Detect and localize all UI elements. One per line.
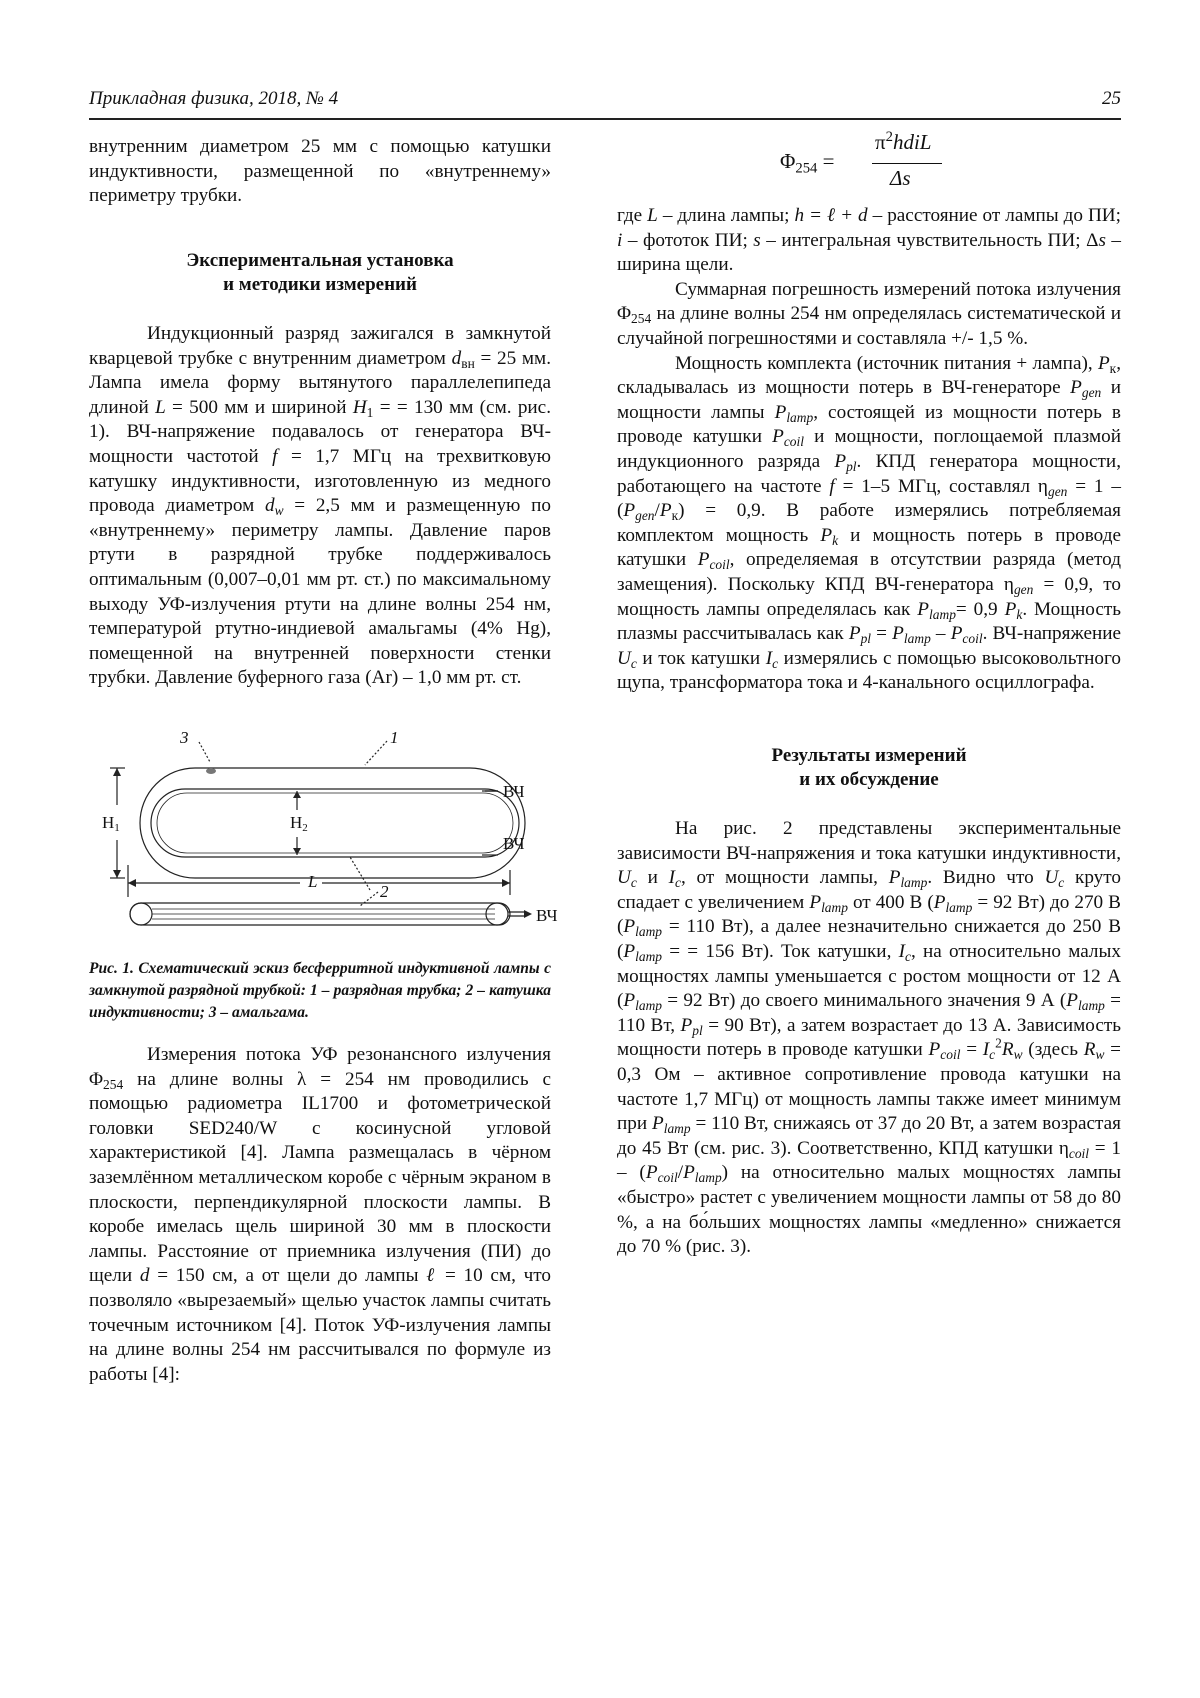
var-dw: d bbox=[264, 495, 275, 517]
subscript: 254 bbox=[103, 1076, 124, 1092]
text: = 150 см, а от щели до лампы bbox=[149, 1265, 427, 1287]
label-rf-3: ВЧ bbox=[536, 906, 558, 925]
formula-denominator: Δs bbox=[890, 166, 911, 190]
label-1: 1 bbox=[390, 728, 399, 747]
left-column-lower bbox=[89, 1043, 551, 1387]
amalgam-dot bbox=[206, 768, 216, 774]
text: Измерения потока УФ резонансного излучения Φ bbox=[89, 1044, 551, 1090]
var-l: ℓ bbox=[426, 1265, 438, 1287]
var-H: H bbox=[352, 396, 367, 418]
var-f: f bbox=[272, 445, 278, 467]
heading-line: Экспериментальная установка bbox=[186, 249, 454, 271]
subscript: вн bbox=[461, 355, 475, 371]
right-column bbox=[617, 204, 1121, 1260]
heading-line: и их обсуждение bbox=[799, 769, 939, 791]
subscript: w bbox=[274, 503, 284, 519]
paragraph-measurement bbox=[89, 1043, 551, 1387]
var-d: d bbox=[139, 1265, 150, 1287]
section-heading-setup bbox=[89, 249, 551, 298]
section-heading-results bbox=[617, 744, 1121, 793]
running-header bbox=[89, 84, 1121, 120]
coil-line bbox=[157, 793, 513, 853]
subscript: 1 bbox=[366, 404, 374, 420]
text: = 500 мм и шириной bbox=[165, 396, 353, 418]
label-rf-1: ВЧ bbox=[503, 782, 525, 801]
paragraph-setup bbox=[89, 322, 551, 691]
figure-1-lamp-sketch bbox=[100, 725, 558, 975]
formula-lhs: $\Phi_{254}$ = bbox=[780, 149, 835, 177]
label-H1: H1 bbox=[102, 813, 120, 834]
paragraph-results: На рис. 2 представлены экспериментальные зависимости ВЧ-напряжения и тока катушки индуктивности, $U_c$ и $I_c$, от мощности лампы, $P_{lamp}$. Видно что $U_c$ круто спадает с увеличением $P_{lamp}$ от 400 В ($P_{lamp} = 92$ Вт) до 270 В ($P_{lamp} = 110$ Вт), а далее незначительно снижается до 250 В ($P_{lamp}$ = = 156 Вт). Ток катушки, $I_c$, на относительно малых мощностях лампы уменьшается с ростом мощности от 12 А ($P_{lamp} = 92$ Вт) до своего минимального значения 9 А ($P_{lamp} = 110$ Вт, $P_{pl} = 90$ Вт), а затем возрастает до 13 А. Зависимость мощности потерь в проводе катушки $P_{coil} = I_c^2R_w$ (здесь $R_w = 0,3$ Ом – активное сопротивление провода катушки на частоте 1,7 МГц) от мощность лампы также имеет минимум при $P_{lamp} = 110$ Вт, снижаясь от 37 до 20 Вт, а затем возрастая до 45 Вт (см. рис. 3). Соответственно, КПД катушки $\eta_{coil} = 1 - (P_{coil}/P_{lamp})$ на относительно малых мощностях лампы «быстро» растет с увеличением мощности лампы от 58 до 80 %, а на бо́льших мощностях лампы «медленно» снижается до 70 % (рис. 3). bbox=[617, 818, 1122, 1258]
left-column bbox=[89, 135, 551, 691]
paragraph-power: Мощность комплекта (источник питания + лампа), $P_к$, складывалась из мощности потерь в ВЧ-генераторе $P_{gen}$ и мощности лампы $P_{lamp}$, состоящей из мощности потерь в проводе катушки $P_{coil}$ и мощности, поглощаемой плазмой индукционного разряда $P_{pl}$. КПД генератора мощности, работающего на частоте f = 1–5 МГц, составлял $\eta_{gen} = 1 - (P_{gen}/P_к) = 0,9$. В работе измерялись потребляемая комплектом мощность $P_k$ и мощность потерь в проводе катушки $P_{coil}$, определяемая в отсутствии разряда (метод замещения). Поскольку КПД ВЧ-генератора $\eta_{gen} = 0,9$, то мощность лампы определялась как $P_{lamp}= 0,9$ $P_k$. Мощность плазмы рассчитывалась как $P_{pl} = P_{lamp} - P_{coil}$. ВЧ-напряжение $U_c$ и ток катушки $I_c$ измерялись с помощью высоковольтного щупа, трансформатора тока и 4-канального осциллографа. bbox=[617, 352, 1122, 694]
text: Индукционный разряд зажигался в замкнутой кварцевой трубке с внутренним диаметром bbox=[89, 322, 551, 369]
outer-tube bbox=[140, 768, 525, 878]
fraction-bar bbox=[872, 163, 942, 164]
text: = 1,7 МГц на трехвитковую катушку индуктивности, изготовленную из медного провода диаметром bbox=[89, 445, 552, 517]
heading-line: и методики измерений bbox=[223, 274, 417, 296]
journal-title: Прикладная физика, 2018, № 4 bbox=[89, 88, 339, 109]
text: = 10 см, что позволяло «вырезаемый» щелью участок лампы считать точечным источником [4]. Поток УФ-излучения лампы на длине волны 254 нм рассчитывался по формуле из работы [4]: bbox=[89, 1265, 552, 1385]
var-L: L bbox=[155, 396, 166, 418]
text: на длине волны λ = 254 нм проводились с помощью радиометра IL1700 и фотометрической головки SED240/W с косинусной угловой характеристикой [4]. Лампа размещалась в чёрном заземлённом металлическом коробе с чёрным экраном в плоскости, перпендикулярной плоскости лампы. В коробе имелась щель шириной 30 мм в плоскости лампы. Расстояние от приемника излучения (ПИ) до щели bbox=[89, 1068, 551, 1287]
label-3: 3 bbox=[180, 728, 189, 747]
inner-tube bbox=[151, 789, 519, 857]
paragraph-where: где L – длина лампы; h = ℓ + d – расстояние от лампы до ПИ; i – фототок ПИ; s – интегральная чувствительность ПИ; Δs – ширина щели. bbox=[617, 205, 1122, 276]
text: = 25 мм. Лампа имела форму вытянутого параллелепипеда длиной bbox=[89, 347, 551, 418]
lamp-diagram bbox=[100, 725, 558, 960]
text: = = 130 мм (см. рис. 1). ВЧ-напряжение подавалось от генератора ВЧ-мощности частотой bbox=[89, 396, 551, 467]
label-2: 2 bbox=[380, 882, 389, 901]
paragraph-error: Суммарная погрешность измерений потока излучения $\Phi_{254}$ на длине волны 254 нм определялась систематической и случайной погрешностями и составляла +/- 1,5 %. bbox=[617, 278, 1121, 349]
flux-formula bbox=[780, 130, 940, 194]
formula-numerator: $\pi^2hdiL$ bbox=[875, 128, 932, 154]
figure-1-caption: Рис. 1. Схематический эскиз бесферритной индуктивной лампы с замкнутой разрядной трубкой: 1 – разрядная трубка; 2 – катушка индуктивности; 3 – амальгама. bbox=[89, 960, 551, 1021]
heading-line: Результаты измерений bbox=[771, 744, 967, 766]
label-rf-2: ВЧ bbox=[503, 834, 525, 853]
label-H2: H2 bbox=[290, 813, 308, 834]
intro-paragraph: внутренним диаметром 25 мм с помощью катушки индуктивности, размещенной по «внутреннему» периметру трубки. bbox=[89, 136, 551, 207]
var-d: d bbox=[451, 347, 462, 369]
page-number: 25 bbox=[1102, 88, 1121, 109]
label-L: L bbox=[308, 872, 318, 891]
text: = 2,5 мм и размещенную по «внутреннему» периметру лампы. Давление паров ртути в разрядной трубке поддерживалось оптимальным (0,007–0,01 мм рт. ст.) по максимальному выходу УФ-излучения ртути на длине волны 254 нм, температурой ртутно-индиевой амальгамы (4% Hg), помещенной на внутренней поверхности стенки трубки. Давление буферного газа (Ar) – 1,0 мм рт. ст. bbox=[89, 495, 551, 689]
